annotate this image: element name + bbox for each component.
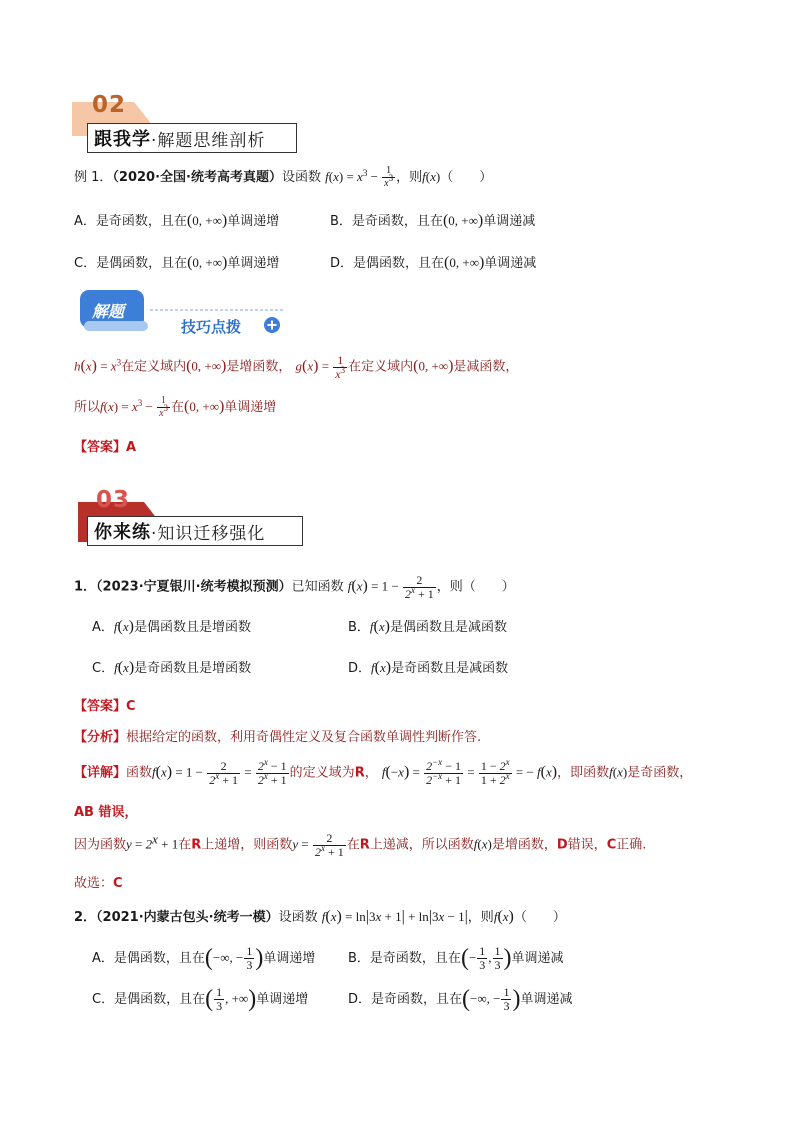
detail-text: 函数 bbox=[126, 765, 153, 781]
example-label: 例 1． bbox=[74, 170, 113, 185]
detail-set-r: R bbox=[359, 837, 370, 853]
option-text: 是奇函数，且在 bbox=[351, 214, 443, 229]
analysis-text: 根据给定的函数，利用奇偶性定义及复合函数单调性判断作答. bbox=[126, 730, 482, 745]
option-suffix: 单调递减 bbox=[511, 951, 564, 966]
option-letter: A． bbox=[92, 620, 114, 635]
detail-text: 的定义域为 bbox=[289, 765, 355, 781]
conclusion-value: C bbox=[113, 876, 123, 891]
question-text: ，则 bbox=[467, 910, 494, 925]
option-suffix: 单调递减 bbox=[484, 256, 537, 271]
detail-label: 【详解】 bbox=[74, 765, 127, 781]
question-1-detail-line-3: 因为函数$y = 2^x + 1$在R上递增，则函数y = $\frac{2}{2^x + 1}$ 在R上递减，所以函数f(x)是增函数，D错误，C正确. bbox=[74, 831, 647, 859]
option-text: 是偶函数，且在 bbox=[96, 256, 188, 271]
option-letter: D． bbox=[348, 992, 372, 1007]
solution-text: 在定义域内 bbox=[348, 359, 414, 375]
tip-badge-title: 技巧点拨 bbox=[181, 318, 242, 336]
detail-text: 在 bbox=[346, 837, 360, 853]
analysis-label: 【分析】 bbox=[74, 730, 127, 745]
question-1-conclusion bbox=[74, 872, 123, 891]
detail-text: ， bbox=[364, 765, 378, 781]
question-2-stem: 2．（2021·内蒙古包头·统考一模）设函数 f(x) = ln|3x + 1| + ln|3x − 1|，则f(x)（ ） bbox=[74, 908, 566, 925]
example-option-d[interactable]: D．是偶函数，且在(0, +∞)单调递减 bbox=[330, 254, 537, 271]
answer-label: 【答案】 bbox=[74, 440, 127, 455]
question-1-answer bbox=[74, 695, 136, 714]
question-text: 已知函数 bbox=[291, 579, 344, 595]
example-source: （2020·全国·统考高考真题） bbox=[112, 170, 282, 185]
detail-text: 在 bbox=[178, 837, 192, 853]
option-letter: D． bbox=[348, 661, 372, 676]
detail-text: 因为函数 bbox=[74, 837, 127, 853]
option-letter: A． bbox=[74, 214, 96, 229]
question-2-option-c[interactable]: C．是偶函数，且在( $\frac{1}{3}$ , +∞)单调递增 bbox=[92, 985, 309, 1013]
question-1-detail-line-1: 【详解】函数f(x) = 1 − $\frac{2}{2^x + 1}$ = $\frac{2^x - 1}{2^x + 1}$ 的定义域为R， f(−x) = $\frac{2^{-x} - 1}{2^{-x} + 1}$ = $\frac{1 - 2^x}{1 + 2^x}$ = − f(x)，即函数f(x)是奇函数， bbox=[74, 757, 693, 787]
option-letter: B． bbox=[348, 951, 370, 966]
question-number: 2． bbox=[74, 910, 97, 925]
solution-text: 单调递增 bbox=[224, 400, 277, 415]
detail-text: 上递增，则函数 bbox=[201, 837, 293, 853]
question-text: 设函数 bbox=[278, 910, 318, 925]
section-02-subtitle: ·解题思维剖析 bbox=[151, 130, 266, 151]
question-1-option-d[interactable]: D．f(x)是奇函数且是减函数 bbox=[348, 659, 509, 676]
answer-value: A bbox=[126, 440, 137, 455]
option-letter: C． bbox=[74, 256, 97, 271]
plus-circle-icon bbox=[263, 316, 281, 334]
detail-text: ，即函数 bbox=[557, 765, 610, 781]
question-blank: （ ） bbox=[513, 910, 566, 925]
answer-value: C bbox=[126, 699, 136, 714]
option-letter: C． bbox=[92, 661, 115, 676]
question-source: （2023·宁夏银川·统考模拟预测） bbox=[96, 579, 292, 595]
answer-label: 【答案】 bbox=[74, 699, 127, 714]
solution-text: 是增函数， bbox=[226, 359, 292, 375]
question-1-option-a[interactable]: A．f(x)是偶函数且是增函数 bbox=[92, 618, 251, 635]
option-letter: A． bbox=[92, 951, 114, 966]
option-text: 是偶函数，且在 bbox=[113, 951, 205, 966]
question-1-detail-line-2 bbox=[74, 801, 138, 820]
option-letter: B． bbox=[330, 214, 352, 229]
option-text: 是奇函数且是增函数 bbox=[134, 661, 252, 676]
example-text-after: ，则 bbox=[396, 170, 423, 185]
section-03-number: 03 bbox=[96, 487, 131, 513]
detail-text: AB 错误， bbox=[74, 805, 138, 820]
detail-text: 上递减，所以函数 bbox=[369, 837, 474, 853]
option-text: 是偶函数，且在 bbox=[353, 256, 445, 271]
question-text: ，则（ ） bbox=[436, 579, 515, 595]
solution-text: 在定义域内 bbox=[121, 359, 187, 375]
detail-letter: D bbox=[556, 837, 568, 853]
example-text-before: 设函数 bbox=[281, 170, 321, 185]
detail-text: 正确. bbox=[616, 837, 647, 853]
question-2-option-d[interactable]: D．是奇函数，且在(−∞, − $\frac{1}{3}$ )单调递减 bbox=[348, 985, 573, 1013]
option-letter: B． bbox=[348, 620, 370, 635]
option-suffix: 单调递增 bbox=[256, 992, 309, 1007]
question-1-option-b[interactable]: B．f(x)是偶函数且是减函数 bbox=[348, 618, 507, 635]
section-02-title: 跟我学 bbox=[94, 129, 151, 150]
detail-text: 是增函数， bbox=[491, 837, 557, 853]
option-text: 是偶函数，且在 bbox=[114, 992, 206, 1007]
option-text: 是奇函数，且在 bbox=[369, 951, 461, 966]
option-suffix: 单调递减 bbox=[520, 992, 573, 1007]
option-text: 是奇函数，且在 bbox=[95, 214, 187, 229]
section-02-number: 02 bbox=[92, 92, 127, 118]
question-1-option-c[interactable]: C．f(x)是奇函数且是增函数 bbox=[92, 659, 252, 676]
question-1-stem: 1．（2023·宁夏银川·统考模拟预测）已知函数 f(x) = 1 − $\frac{2}{2^x + 1}$ ，则（ ） bbox=[74, 573, 515, 601]
example-1-stem: 例 1．（2020·全国·统考高考真题）设函数 $f(x) = x^3$ − $\frac{1}{x^3}$ ，则f(x)（ ） bbox=[74, 165, 493, 189]
option-letter: D． bbox=[330, 256, 354, 271]
question-2-option-a[interactable]: A．是偶函数，且在(−∞, − $\frac{1}{3}$ )单调递增 bbox=[92, 944, 316, 972]
option-suffix: 单调递增 bbox=[263, 951, 316, 966]
detail-set-r: R bbox=[354, 765, 365, 781]
option-suffix: 单调递增 bbox=[227, 214, 280, 229]
option-letter: C． bbox=[92, 992, 115, 1007]
detail-text: 是奇函数， bbox=[627, 765, 693, 781]
section-03-subtitle: ·知识迁移强化 bbox=[151, 523, 266, 544]
example-option-c[interactable]: C．是偶函数，且在(0, +∞)单调递增 bbox=[74, 254, 280, 271]
option-text: 是奇函数且是减函数 bbox=[391, 661, 509, 676]
detail-set-r: R bbox=[191, 837, 202, 853]
option-suffix: 单调递增 bbox=[227, 256, 280, 271]
solution-line-1: $h(x) = x^3$在定义域内(0, +∞)是增函数， g(x) = $\frac{1}{x^3}$ 在定义域内(0, +∞)是减函数， bbox=[74, 353, 519, 381]
section-03-title-box bbox=[87, 516, 303, 546]
solution-text: 在 bbox=[171, 400, 185, 415]
solution-text: 是减函数， bbox=[453, 359, 519, 375]
tip-badge-label: 解题 bbox=[92, 302, 125, 321]
question-2-option-b[interactable]: B．是奇函数，且在(− $\frac{1}{3}$ , $\frac{1}{3}$ )单调递减 bbox=[348, 944, 564, 972]
option-suffix: 单调递减 bbox=[483, 214, 536, 229]
option-text: 是偶函数且是减函数 bbox=[389, 620, 507, 635]
solution-text: 所以 bbox=[74, 400, 101, 415]
solution-line-2: 所以$f(x) = x^3$ − $\frac{1}{x^3}$ 在(0, +∞)单调递增 bbox=[74, 395, 277, 419]
detail-letter: C bbox=[606, 837, 617, 853]
section-02-title-box bbox=[87, 123, 297, 153]
example-option-a[interactable]: A．是奇函数，且在(0, +∞)单调递增 bbox=[74, 212, 280, 229]
question-number: 1． bbox=[74, 579, 97, 595]
section-03-title: 你来练 bbox=[94, 522, 151, 543]
option-text: 是偶函数且是增函数 bbox=[133, 620, 251, 635]
question-1-analysis bbox=[74, 726, 481, 745]
example-blank: （ ） bbox=[440, 170, 493, 185]
solution-answer bbox=[74, 436, 136, 455]
conclusion-label: 故选： bbox=[74, 876, 114, 891]
example-option-b[interactable]: B．是奇函数，且在(0, +∞)单调递减 bbox=[330, 212, 536, 229]
option-text: 是奇函数，且在 bbox=[371, 992, 463, 1007]
detail-text: 错误， bbox=[567, 837, 607, 853]
question-source: （2021·内蒙古包头·统考一模） bbox=[96, 910, 279, 925]
